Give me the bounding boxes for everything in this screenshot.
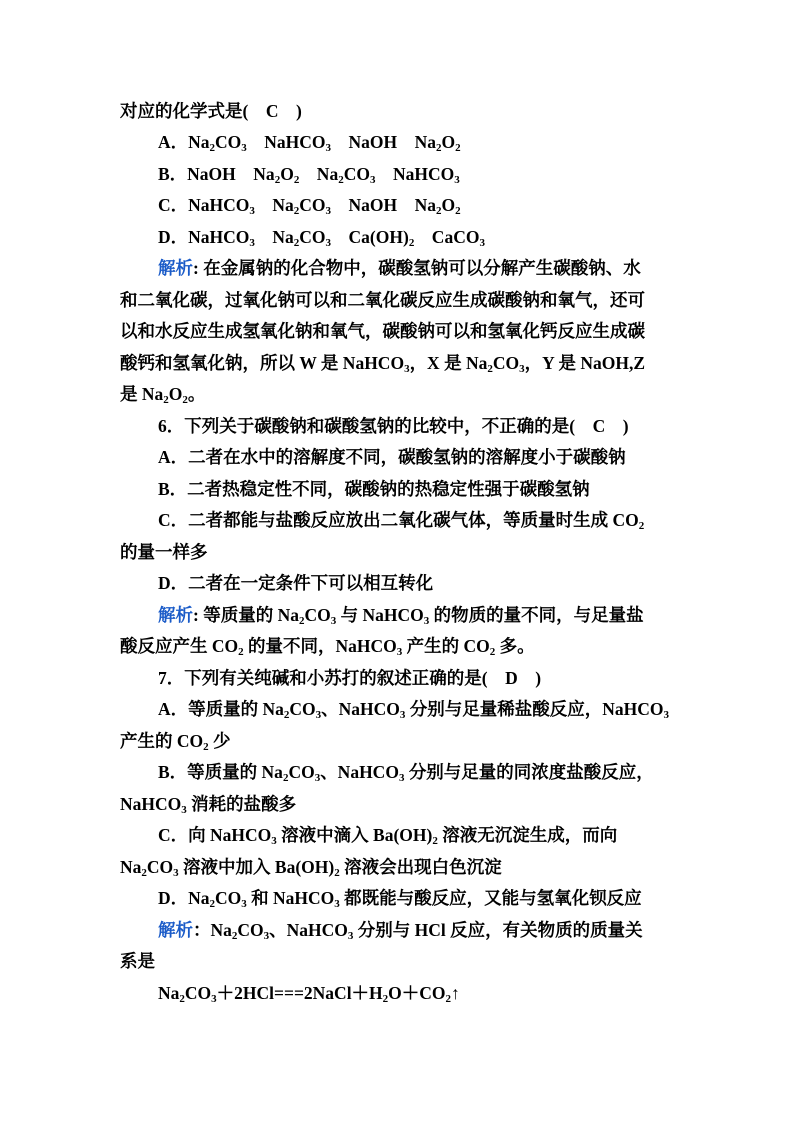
q5-option-d: D．NaHCO$_3$ $Na_2CO_3$ $Ca(OH)_2$ CaCO$_3$: [158, 227, 485, 249]
q6-option-b: B．二者热稳定性不同，碳酸钠的热稳定性强于碳酸氢钠: [158, 479, 590, 499]
q7-option-a: A．等质量的 $Na_2CO_3$、NaHCO$_3$ 分别与足量稀盐酸反应，NaHCO$_3$: [158, 699, 670, 721]
q6-option-a: A．二者在水中的溶解度不同，碳酸氢钠的溶解度小于碳酸钠: [158, 447, 626, 467]
q6-option-c: C．二者都能与盐酸反应放出二氧化碳气体，等质量时生成 $CO_2$: [158, 510, 645, 532]
q5-analysis-line: 和二氧化碳，过氧化钠可以和二氧化碳反应生成碳酸钠和氧气，还可: [120, 290, 645, 310]
q5-analysis-line: 以和水反应生成氢氧化钠和氧气，碳酸钠可以和氢氧化钙反应生成碳: [120, 321, 645, 341]
q5-analysis-line: 是 $Na_2O_2$。: [120, 384, 206, 406]
chemical-equation: $Na_2CO_3+2HCl===2NaCl+H_2O+CO_2↑$: [158, 983, 460, 1005]
q7-option-b-cont: NaHCO$_3$ 消耗的盐酸多: [120, 794, 297, 816]
q6-option-c-cont: 的量一样多: [120, 542, 208, 562]
q7-option-c: C．向 NaHCO$_3$ 溶液中滴入 $Ba(OH)_2$ 溶液无沉淀生成，而向: [158, 825, 618, 847]
q6-option-d: D．二者在一定条件下可以相互转化: [158, 573, 434, 593]
question-5-stem-tail: 对应的化学式是( C ): [120, 101, 302, 121]
question-6-stem: 6．下列关于碳酸钠和碳酸氢钠的比较中，不正确的是( C ): [158, 416, 629, 436]
q6-analysis-line: 解析: 等质量的 $Na_2CO_3$ 与 NaHCO$_3$ 的物质的量不同，与足量盐: [158, 605, 644, 627]
q7-option-c-cont: $Na_2CO_3$ 溶液中加入 $Ba(OH)_2$ 溶液会出现白色沉淀: [120, 857, 502, 879]
q5-option-b: B．NaOH $Na_2O_2$ $Na_2CO_3$ NaHCO$_3$: [158, 164, 460, 186]
q5-option-c: C．NaHCO$_3$ $Na_2CO_3$ NaOH $Na_2O_2$: [158, 195, 461, 217]
q7-option-b: B．等质量的 $Na_2CO_3$、NaHCO$_3$ 分别与足量的同浓度盐酸反应，: [158, 762, 654, 784]
q7-option-d: D．$Na_2CO_3$ 和 NaHCO$_3$ 都既能与酸反应，又能与氢氧化钡反应: [158, 888, 642, 910]
q5-analysis-line: 解析: 在金属钠的化合物中，碳酸氢钠可以分解产生碳酸钠、水: [158, 258, 641, 278]
q5-option-a: A．$Na_2CO_3$ NaHCO$_3$ NaOH $Na_2O_2$: [158, 132, 461, 154]
question-7-stem: 7．下列有关纯碱和小苏打的叙述正确的是( D ): [158, 668, 542, 688]
q7-option-a-cont: 产生的 $CO_2$ 少: [120, 731, 231, 753]
q6-analysis-line: 酸反应产生 $CO_2$ 的量不同，NaHCO$_3$ 产生的 $CO_2$ 多。: [120, 636, 535, 658]
q5-analysis-line: 酸钙和氢氧化钠，所以 W 是 NaHCO$_3$，X 是 $Na_2CO_3$，Y 是 NaOH,Z: [120, 353, 645, 375]
q7-analysis-line: 系是: [120, 951, 155, 971]
q7-analysis-line: 解析：$Na_2CO_3$、NaHCO$_3$ 分别与 HCl 反应，有关物质的质量关: [158, 920, 643, 942]
